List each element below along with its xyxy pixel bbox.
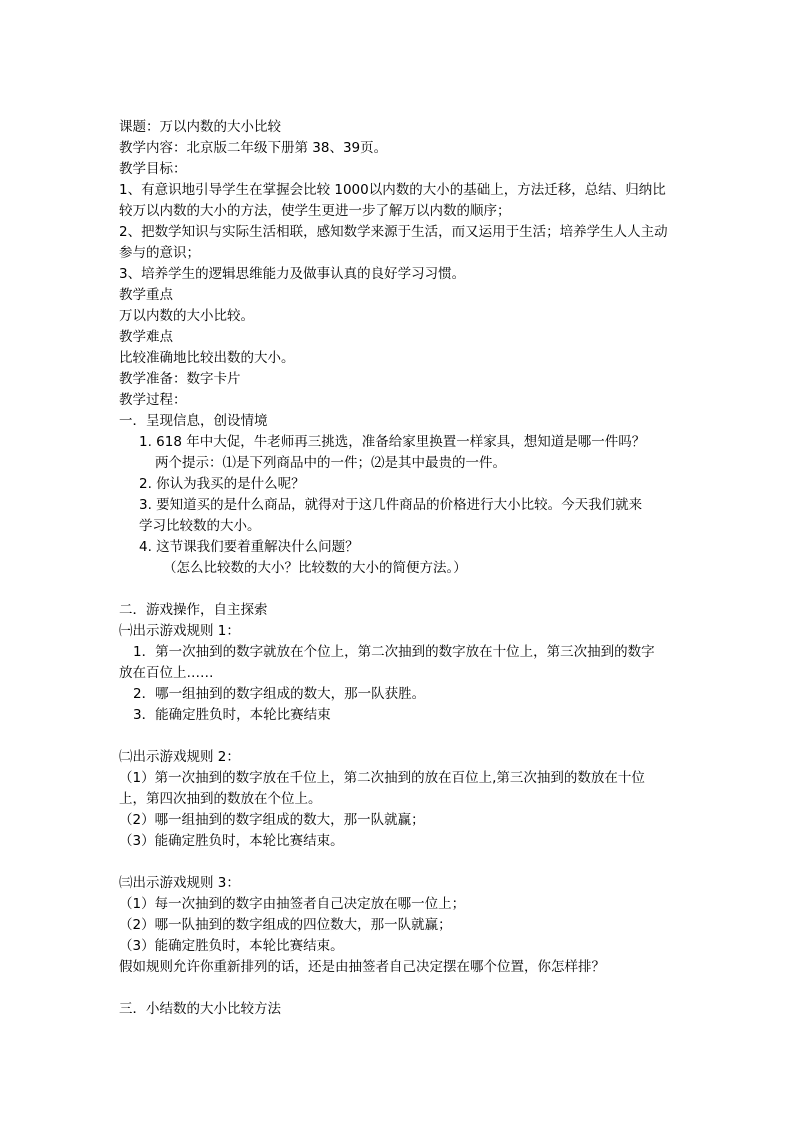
section-one-note: （怎么比较数的大小？比较数的大小的简便方法。） (163, 560, 467, 576)
spacer (119, 726, 679, 747)
section-two-heading: 二．游戏操作，自主探索 (119, 602, 268, 618)
section-one-item: 1. 618 年中大促，牛老师再三挑选，准备给家里换置一样家具，想知道是哪一件吗？ (139, 434, 646, 450)
difficulty-heading: 教学难点 (119, 329, 173, 345)
objective-item: 1、有意识地引导学生在掌握会比较 1000以内数的大小的基础上，方法迁移，总结、归纳比较万以内数的大小的方法，使学生更进一步了解万以内数的顺序； (119, 182, 666, 219)
lesson-title: 课题：万以内数的大小比较 (119, 119, 281, 135)
section-one-item: 3. 要知道买的是什么商品，就得对于这几件商品的价格进行大小比较。今天我们就来 (139, 497, 643, 513)
rule-two-item: （2）哪一组抽到的数字组成的数大，那一队就赢； (119, 812, 425, 828)
rule-two-item: （1）第一次抽到的数字放在千位上，第二次抽到的放在百位上,第三次抽到的数放在十位 (119, 770, 645, 786)
section-one-heading: 一．呈现信息，创设情境 (119, 413, 268, 429)
rule-three-item: （1）每一次抽到的数字由抽签者自己决定放在哪一位上； (119, 896, 466, 912)
process-heading: 教学过程： (119, 392, 187, 408)
spacer (119, 579, 679, 600)
section-one-item: 2. 你认为我买的是什么呢？ (139, 476, 305, 492)
objective-item: 2、把数学知识与实际生活相联，感知数学来源于生活，而又运用于生活；培养学生人人主动参与的意识； (119, 224, 668, 261)
rule-two-item: （3）能确定胜负时，本轮比赛结束。 (119, 833, 344, 849)
objectives-heading: 教学目标： (119, 161, 187, 177)
key-point-text: 万以内数的大小比较。 (119, 308, 254, 324)
rule-three-question: 假如规则允许你重新排列的话，还是由抽签者自己决定摆在哪个位置，你怎样排？ (119, 959, 605, 975)
rule-two-item-continuation: 上，第四次抽到的数放在个位上。 (119, 791, 322, 807)
rule-three-item: （2）哪一队抽到的数字组成的四位数大，那一队就赢； (119, 917, 452, 933)
preparation-text: 教学准备：数字卡片 (119, 371, 241, 387)
lesson-plan-document (119, 117, 679, 1020)
key-point-heading: 教学重点 (119, 287, 173, 303)
section-three-heading: 三．小结数的大小比较方法 (119, 1001, 281, 1017)
rule-three-heading: ㈢出示游戏规则 3： (119, 875, 240, 891)
rule-one-item-continuation: 放在百位上…… (119, 665, 214, 681)
spacer (119, 978, 679, 999)
rule-one-item: 1．第一次抽到的数字就放在个位上，第二次抽到的数字放在十位上，第三次抽到的数字 (133, 644, 655, 660)
section-one-hint: 两个提示：⑴是下列商品中的一件；⑵是其中最贵的一件。 (155, 455, 506, 471)
lesson-content: 教学内容：北京版二年级下册第 38、39页。 (119, 140, 388, 156)
objective-item: 3、培养学生的逻辑思维能力及做事认真的良好学习习惯。 (119, 266, 466, 282)
rule-three-item: （3）能确定胜负时，本轮比赛结束。 (119, 938, 344, 954)
rule-one-heading: ㈠出示游戏规则 1： (119, 623, 240, 639)
rule-two-heading: ㈡出示游戏规则 2： (119, 749, 240, 765)
section-one-item: 4. 这节课我们要着重解决什么问题？ (139, 539, 359, 555)
rule-one-item: 3．能确定胜负时，本轮比赛结束 (133, 707, 331, 723)
difficulty-text: 比较准确地比较出数的大小。 (119, 350, 295, 366)
rule-one-item: 2．哪一组抽到的数字组成的数大，那一队获胜。 (133, 686, 426, 702)
spacer (119, 852, 679, 873)
section-one-item-continuation: 学习比较数的大小。 (139, 518, 261, 534)
